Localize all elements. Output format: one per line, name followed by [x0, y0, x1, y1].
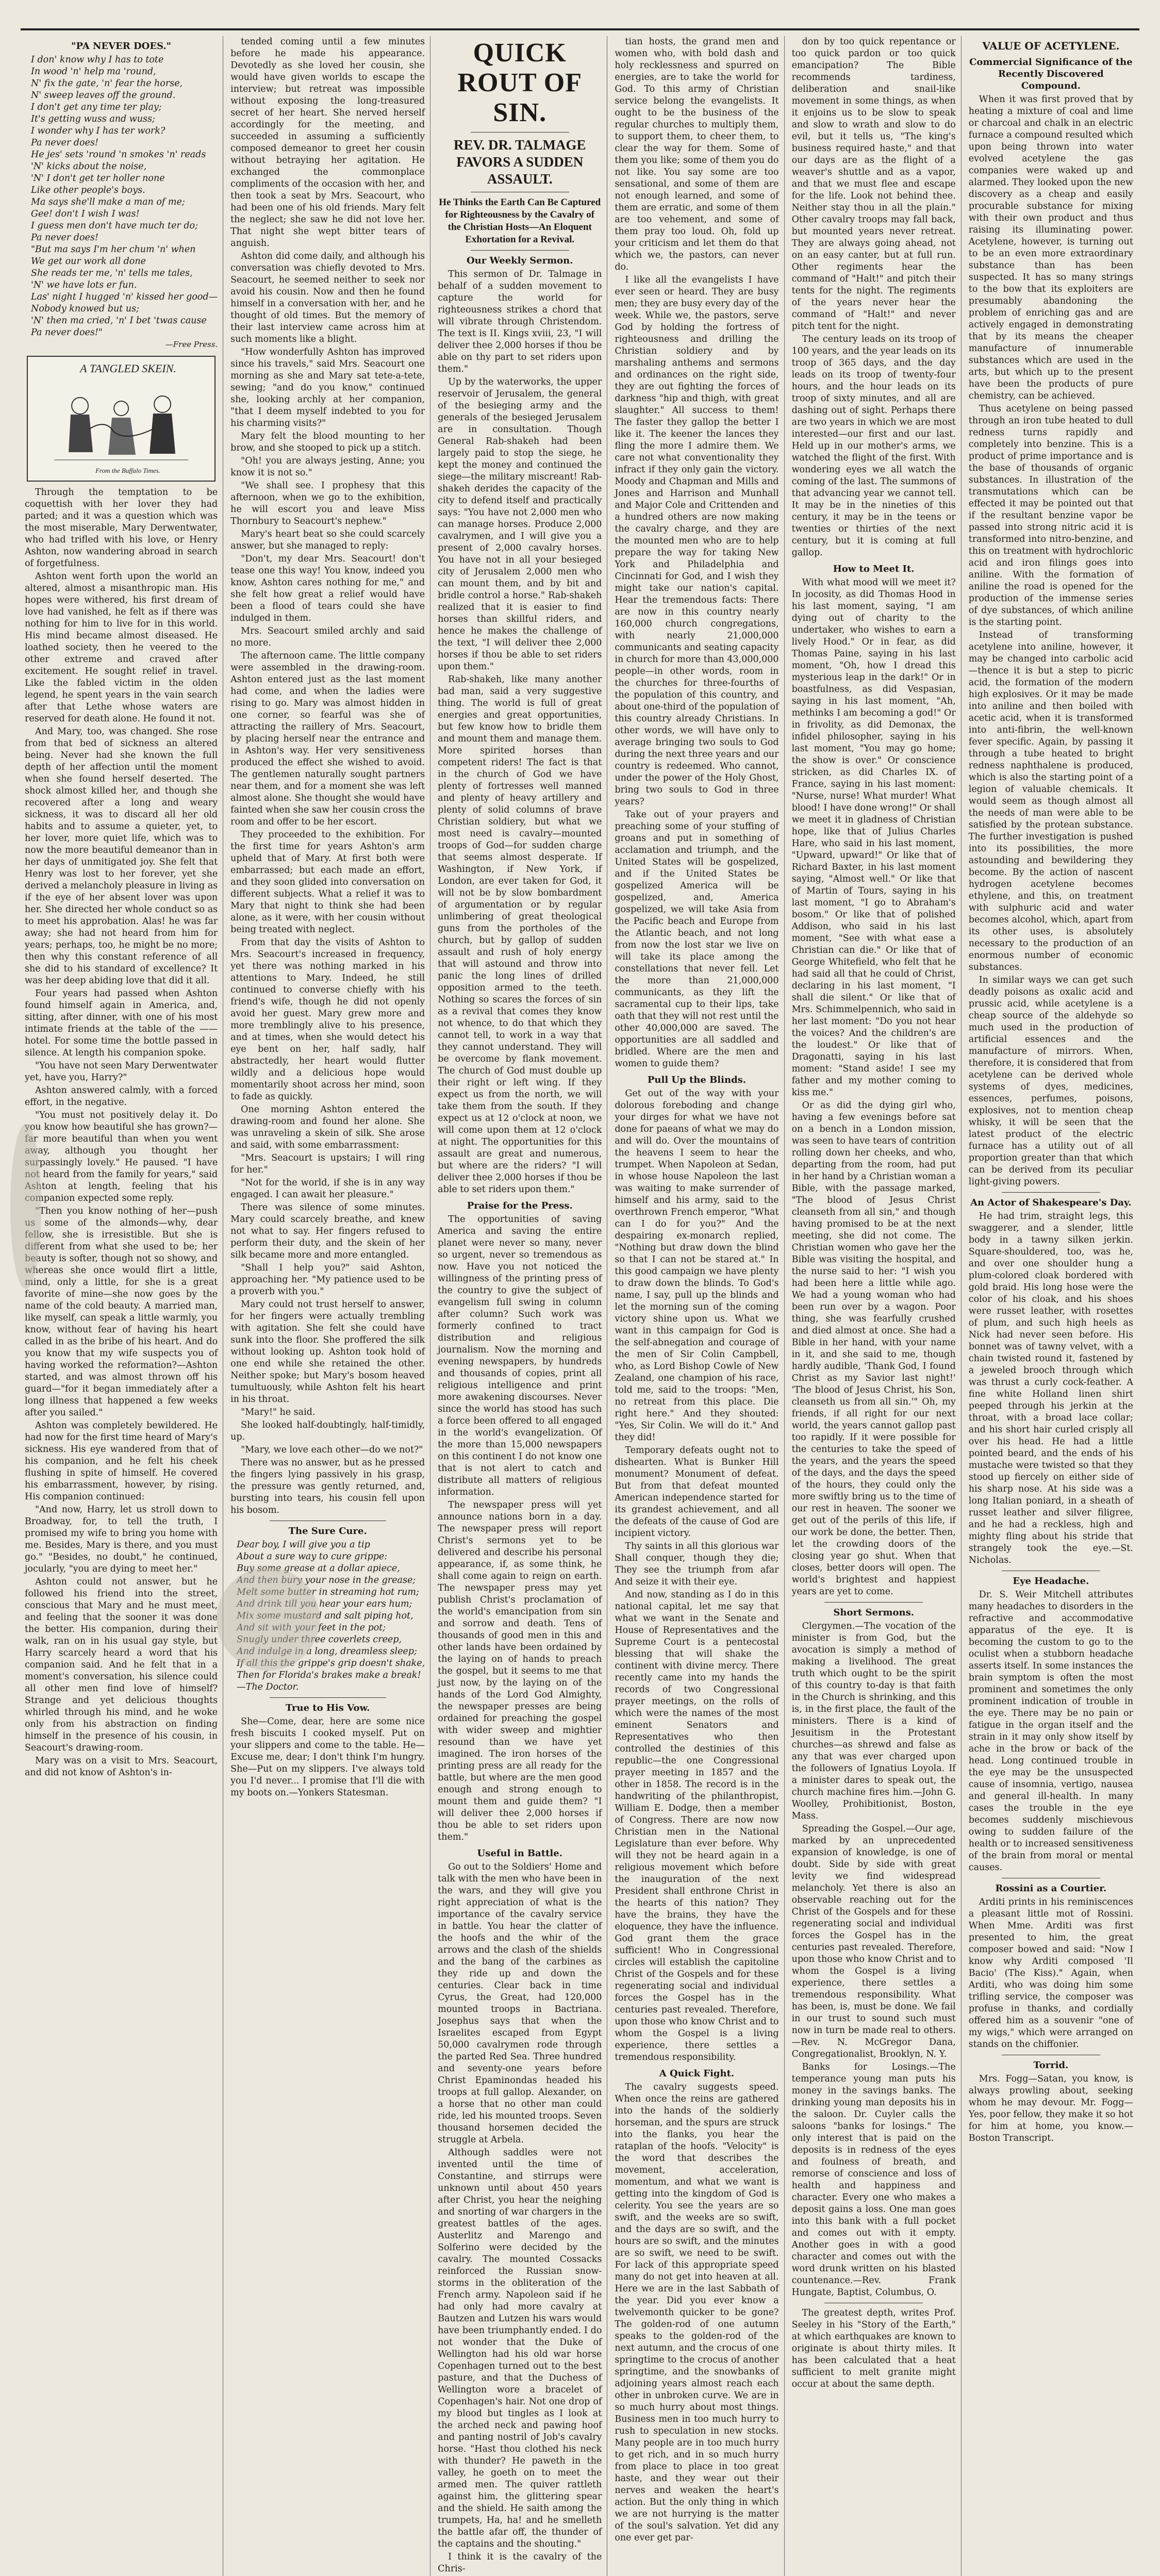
headline-deck: He Thinks the Earth Can Be Captured for Righteousness by the Cavalry of the Christian Hosts—An Eloquent Exhortation for a Revival. [439, 197, 601, 245]
rossini-title: Rossini as a Courtier. [995, 1883, 1107, 1894]
verse-line: N' fix the gate, 'n' fear the horse, [31, 78, 183, 89]
paragraph: "How wonderfully Ashton has improved since his travels," said Mrs. Seacourt one morning as she and Mary sat tete-a-tete, sewing; "and do you know," continued she, looking archly at her companion, "that I deem myself indebted to you for his charming visits?" [230, 347, 425, 428]
paragraph: The century leads on its troop of 100 years, and the year leads on its troop of 365 days, and the day leads on its troop of twenty-four hours, and the hour leads on its troop of sixty minutes, and all are dashing out of sight. Perhaps there are two years in which we are most interested—our first and our last. Held up in our mother's arms, we watched the flight of the first. With wondering eyes we all watch the coming of the last. The summons of that advancing year we cannot tell. It may be in the nineties of this century, it may be in the teens or twenties or thirties of the next century, but it is coming at full gallop. [791, 334, 956, 558]
paragraph: The opportunities of saving America and saving the entire planet were never so many, never so urgent, never so tremendous as now. Have you not noticed the willingness of the printing press of the country to give the subject of evangelism full swing in column after column? Such work was formerly confined to tract distribution and religious journalism. Now the morning and evening newspapers, by hundreds and thousands of copies, print all religious intelligence and print more awakening discourses. Never since the world has stood has such a force been offered to all engaged in the world's evangelization. Of the more than 15,000 newspapers on this continent I do not know one that is not alert to catch and distribute all matters of religious information. [438, 1214, 602, 1497]
main-headline: QUICK ROUT OF SIN. [457, 38, 583, 127]
verse-line: And indulge in a long, dreamless sleep; [237, 1646, 417, 1657]
paragraph: In similar ways we can get such deadly poisons as oxalic acid and prussic acid, while acetylene is a cheap source of the aldehyde so much used in the production of artificial essences and the manufacture of mirrors. When, therefore, it is considered that from acetylene can be derived whole systems of dyes, medicines, essences, perfumes, poisons, explosives, not to mention cheap whisky, it will be seen that the latest product of the electric furnace has a utility out of all proportion greater than that which can be derived from its peculiar light-giving powers. [968, 975, 1133, 1187]
battle-body [438, 1861, 602, 2575]
verse-line: Nobody knowed but us; [31, 304, 139, 314]
paragraph: Clergymen.—The vocation of the minister is from God, but the avocation is simply a method of making a livelihood. The great truth which ought to be the spirit of this country to-day is that faith in the Church is shrinking, and this is, in the first place, the fault of the ministers. There is a kind of Jesuitism in the Protestant churches—as shrewd and false as any that was ever charged upon the followers of Ignatius Loyola. If a minister dares to speak out, the church machine fires him.—John G. Woolley, Prohibitionist, Boston, Mass. [791, 1621, 956, 1821]
paragraph: When it was first proved that by heating a mixture of coal and lime or charcoal and chalk in an electric furnace a compound resulted which upon being thrown into water evolved acetylene the gas companies were waked up and alarmed. They looked upon the new discovery as a cheap and easily procurable substance for mixing with their own product and thus raising its illuminating power. Acetylene, however, is turning out to be an even more extraordinary substance than has been suspected. It has so many strings to the bow that its exploiters are presumably abandoning the problem of enriching gas and are actively engaged in demonstrating that by its means the cheaper manufacture of innumerable substances which are used in the arts, but which up to the present have been the products of pure chemistry, can be achieved. [968, 94, 1133, 401]
paragraph: Mary felt the blood mounting to her brow, and she stooped to pick up a stitch. [230, 431, 425, 453]
paragraph: Get out of the way with your dolorous foreboding and change your dirges for what we have not done for paeans of what we may do and will do. Over the mountains of the heavens I seem to hear the trumpet. When Napoleon at Sedan, in whose house Napoleon the last was waiting to make surrender of himself and his army, said to the overthrown French emperor, "What can I do for you?" And the despairing ex-monarch replied, "Nothing but draw down the blind so that I can not be stared at." In this good campaign we have plenty to draw down the blinds. To God's name, I say, pull up the blinds and let the morning sun of the coming victory shine upon us. What we want in this campaign for God is the self-abnegation and courage of the men of Sir Colin Campbell, who, as Lord Bishop Cowle of New Zealand, one champion of his race, told me, said to the troops: "Men, no retreat from this place. Die right here." And they shouted: "Yes, Sir Colin. We will do it." And they did! [615, 1088, 779, 1443]
paragraph: Ashton answered calmly, with a forced effort, in the negative. [25, 1085, 218, 1108]
sermon-body [438, 269, 602, 1196]
paragraph: This sermon of Dr. Talmage in behalf of a sudden movement to capture the world for righteousness strikes a chord that will vibrate through Christendom. The text is II. Kings xviii, 23, "I will deliver thee 2,000 horses if thou be able on thy part to set riders upon them." [438, 269, 602, 374]
verse-line: Melt some butter in streaming hot rum; [237, 1587, 419, 1597]
paragraph: And Mary, too, was changed. She rose from that bed of sickness an altered being. Never had she known the full depth of her affection until the moment when she found herself deserted. The shock almost killed her, and though she recovered after a long and weary sickness, it was to discard all her old habits and to assume a quieter, yet, to her lover, more quiet life, which was to now the more beautiful demeanor than in her days of unmitigated joy. She felt that Henry was lost to her forever, yet she derived a melancholy pleasure in living as if the eye of her absent lover was upon her. She directed her whole conduct so as to meet his approbation. Alas! he was far away; she had not heard from him for years; perhaps, too, he might be no more; then why this constant reference of all she did to his standard of excellence? It was her deep abiding love that did it all. [25, 726, 218, 986]
divider [824, 1602, 923, 1603]
verse-line: Ma says she'll make a man of me; [31, 197, 185, 207]
sermon-title: Our Weekly Sermon. [466, 255, 573, 266]
paragraph: The newspaper press will yet announce nations born in a day. The newspaper press will report Christ's sermons yet to be delivered and describe his personal appearance, if, as some think, he shall come again to reign on earth. The newspaper press may yet publish Christ's proclamation of the world's emancipation from sin and sorrow and death. Tens of thousands of good men in this and other lands have been ordained by the laying on of hands to preach the gospel, but it seems to me that just now, by the laying on of the hands of the Lord God Almighty, the newspaper presses are being ordained for preaching the gospel with wider sweep and mightier resound than we have yet imagined. The iron horses of the printing press are all ready for the battle, but where are the men good enough and strong enough to mount them and guide them? "I will deliver thee 2,000 horses if thou be able to set riders upon them." [438, 1500, 602, 1842]
paragraph: There was silence of some minutes. Mary could scarcely breathe, and knew not what to say. Her fingers refused to perform their duty, and the skein of her silk became more and more entangled. [230, 1202, 425, 1260]
actor-title: An Actor of Shakespeare's Day. [970, 1197, 1132, 1208]
column-1 [25, 36, 223, 2576]
verse-line: Pa never does! [31, 138, 98, 148]
verse-line: And drink till you hear your ears hum; [237, 1599, 412, 1609]
quick-fight-title: A Quick Fight. [659, 2068, 735, 2079]
column-4 [615, 36, 784, 2576]
verse-line: And then bury your nose in the grease; [237, 1575, 416, 1586]
paragraph: Rab-shakeh, like many another bad man, said a very suggestive thing. The world is full of great energies and great opportunities, but few know how to bridle them and mount them and manage them. More spirited horses than competent riders! The fact is that in the church of God we have plenty of fortresses well manned and plenty of heavy artillery and plenty of solid columns of brave Christian soldiery, but what we most need is cavalry—mounted troops of God—for sudden charge that seems almost desperate. If Washington, if New York, if London, are ever taken for God, it will not be by slow bombardment of argumentation or by regular unlimbering of great theological guns from the portholes of the church, but by gallop of sudden assault and rush of holy energy that will astound and throw into panic the long lines of drilled opposition armed to the teeth. Nothing so scares the forces of sin as a revival that comes they know not whence, to do that which they cannot tell, to work in a way that they cannot understand. They will be overcome by flank movement. The church of God must double up their right or left wing. If they expect us from the north, we will take them from the south. If they expect us at 12 o'clock at noon, we will come upon them at 12 o'clock at night. The opportunities for this assault are great and numerous, but where are the riders? "I will deliver thee 2,000 horses if thou be able to set riders upon them." [438, 674, 602, 1195]
paragraph: Or as did the dying girl who, having a few evenings before sat on a bench in a London mission, was seen to have tears of contrition rolling down her cheeks, and who, departing from the room, had put in her hand by a Christian woman a Bible, with the passage marked, "The blood of Jesus Christ cleanseth from all sin," and though having promised to be at the next meeting, she did not come. The Christian women who gave her the Bible was visiting the hospital, and the nurse said to her: "I wish you had been here a little while ago. We had a young woman who had been run over by a wagon. Poor thing, she was fearfully crushed and died almost at once. She had a Bible in her hand, with your name in it, and she said to me, though hardly audible, 'Thank God, I found Christ as my Savior last night!' 'The blood of Jesus Christ, his Son, cleanseth us from all sin.'" Oh, my friends, if all right for our next world, the years cannot gallop past too rapidly. If it were possible for the centuries to take the speed of the years, and the years the speed of the days, and the days the speed of the hours, they could only the more swiftly bring us to the time of our rest in heaven. The sooner we get out of the perils of this life, if our work be done, the better. Then, let the crowding doors of the closing year go shut. When that closes, better doors will open. The world's brightest and happiest years are yet to come. [791, 1100, 956, 1597]
torrid-title: Torrid. [1033, 2060, 1069, 2071]
acetylene-deck: Commercial Significance of the Recently Discovered Compound. [969, 57, 1133, 91]
verse-line: Like other people's boys. [31, 185, 145, 195]
verse-line: About a sure way to cure grippe: [237, 1551, 388, 1562]
poem-body [25, 54, 218, 339]
verse-line: He jes' sets 'round 'n smokes 'n' reads [31, 150, 206, 160]
blinds-body [615, 1088, 778, 2063]
verse-line: Buy some grease at a dollar apiece, [237, 1563, 400, 1574]
paragraph: Ashton did come daily, and although his conversation was chiefly devoted to Mrs. Seacourt, he seemed neither to seek nor avoid his cousin. Now and then he found himself in a conversation with her, and he thought of old times. But the memory of their last interview came across him at such moments like a blight. [230, 251, 425, 344]
paragraph: Mrs. Seacourt smiled archly and said no more. [230, 626, 425, 648]
cartoon-title: A TANGLED SKEIN. [80, 362, 176, 375]
paragraph: don by too quick repentance or too quick pardon or too quick emancipation? The Bible recommends tardiness, deliberation and snail-like movement in some things, as when it enjoins us to be slow to speak and slow to wrath and slow to do evil, but it tells us, "The king's business required haste," and that our days are as the flight of a weaver's shuttle and as a vapor, and that we must flee and escape for the life. Look not behind thee. Neither stay thou in all the plain." Other cavalry troops may fall back, but mounted years never retreat. They are always going ahead, not on an easy canter, but at full run. Other regiments hear the command of "Halt!" and pitch their tents for the night. The regiments of the years never hear the command of "Halt!" and never pitch tent for the night. [791, 37, 956, 332]
paragraph: I think it is the cavalry of the Chris- [438, 2552, 602, 2574]
verse-line: Dear boy, I will give you a tip [237, 1540, 370, 1550]
paragraph: tended coming until a few minutes before he made his appearance. Devotedly as she loved her cousin, she would have given worlds to escape the interview; but retreat was impossible without exposing the long-treasured secret of her heart. She nerved herself accordingly for the meeting, and succeeded in assuming a sufficiently composed demeanor to greet her cousin without betraying her agitation. He exchanged the commonplace compliments of the occasion with her, and then took a seat by Mrs. Seacourt, who had been one of his old friends. Mary felt the neglect; she saw he did not love her. That night she wept bitter tears of anguish. [230, 37, 425, 249]
paragraph: "Then you know nothing of her—push us some of the almonds—why, dear fellow, she is irresistible. But she is different from what she used to be; her beauty is softer, though not so showy, and whereas she once would flirt a little, mind, only a little, for she is a great favorite of mine—she now goes by the name of the cold beauty. A married man, like myself, can speak a little warmly, you know, without fear of having his heart called in as the bribe of his heart. And do you know that my wife suspects you of having worked the reformation?—Ashton started, and was almost thrown off his guard—"for it began immediately after a long illness that happened a few weeks after you sailed." [25, 1206, 218, 1418]
battle-title: Useful in Battle. [477, 1848, 562, 1859]
verse-line: I don't get any time ter play; [31, 102, 162, 112]
rossini-text: Arditi prints in his reminiscences a pleasant little mot of Rossini. When Mme. Arditi was first presented to him, the great composer bowed and said: "Now I know why Arditi composed 'Il Bacio' (The Kiss)." Again, when Arditi, who was doing him some trifling service, the composer was profuse in thanks, and cordially offered him as a souvenir "one of my wigs," which were arranged on stands on the chiffonier. [968, 1897, 1133, 2050]
paragraph: The afternoon came. The little company were assembled in the drawing-room. Ashton entered just as the last moment had come, and when the ladies were rising to go. Mary was almost hidden in one corner, so fearful was she of attracting the raillery of Mrs. Seacourt, by placing herself near the entrance and in Ashton's way. Her very sensitiveness produced the effect she wished to avoid. The gentlemen naturally sought partners near them, and for a moment she was left almost alone. She thought she would have fainted when she saw her cousin cross the room and offer to be her escort. [230, 651, 425, 827]
depth-note: The greatest depth, writes Prof. Seeley in his "Story of the Earth," at which earthquakes are known to originate is about thirty miles. It has been calculated that a heat sufficient to melt granite might occur at about the same depth. [791, 2308, 956, 2389]
poem-credit: —Free Press. [165, 340, 218, 349]
cartoon-drawing [28, 357, 214, 481]
verse-line: Pa never does!" [31, 327, 103, 338]
paragraph: "Oh! you are always jesting, Anne; you know it is not so." [230, 456, 425, 478]
vow-text: She—Come, dear, here are some nice fresh biscuits I cooked myself. Put on your slippers and come to the table. He—Excuse me, dear; I don't think I'm hungry. She—Put on my slippers. I've always told you I'd never... I promise that I'll die with my boots on.—Yonkers Statesman. [230, 1716, 425, 1798]
verse-line: 'N' we have lots er fun. [31, 280, 137, 290]
actor-text: He had trim, straight legs, this swaggerer, and a slender, little body in a tawny silken jerkin. Square-shouldered, too, was he, and over one shoulder hung a plum-colored cloak bordered with gold braid. His long hose were the color of his cloak, and his shoes were russet leather, with rosettes of plum, and such high heels as Nick had never seen before. His bonnet was of tawny velvet, with a chain twisted round it, fastened by a jeweled brooch through which was thrust a curly cock-feather. A fine white Holland linen shirt peeped through his jerkin at the throat, with a broad lace collar; and his short hair curled crisply all over his head. He had a little pointed beard, and the ends of his mustache were twisted so that they stood up fiercely on either side of his sharp nose. At his side was a long Italian poniard, in a sheath of russet leather and silver filigree, and he had a reckless, high and mighty fling about his stride that strangely took the eye.—St. Nicholas. [968, 1211, 1133, 1565]
column-2 [230, 36, 430, 2576]
cartoon-illustration [27, 356, 216, 482]
paper-damage [10, 1124, 41, 1289]
verse-line: It's getting wuss and wuss; [31, 114, 155, 124]
quick-fight-body [615, 2082, 778, 2544]
verse-line: If all this the grippe's grip doesn't shake, [237, 1658, 425, 1669]
paragraph: "You must not positively delay it. Do you know how beautiful she has grown?—far more beautiful than when you went away, although you thought her surpassingly lovely." He paused. "I have not heard from the family for years," said Ashton at length, feeling that his companion expected some reply. [25, 1110, 218, 1203]
paragraph: One morning Ashton entered the drawing-room and found her alone. She was unraveling a skein of silk. She arose and said, with some embarrassment: [230, 1104, 425, 1150]
paragraph: Mary was on a visit to Mrs. Seacourt, and did not know of Ashton's in- [25, 1756, 218, 1778]
sermon-continued-2 [792, 36, 956, 559]
paragraph: Up by the waterworks, the upper reservoir of Jerusalem, the general of the besieging army and the generals of the besieged Jerusalem are in consultation. Though General Rab-shakeh had been largely paid to stop the siege, he kept the money and continued the siege—the military miscreant! Rab-shakeh derides the capacity of the city to defend itself and practically says: "You have not 2,000 men who can manage horses. Produce 2,000 cavalrymen, and I will give you a present of 2,000 cavalry horses. You have not in all your besieged city of Jerusalem 2,000 men who can mount them, and by bit and bridle control a horse." Rab-shakeh realized that it is easier to find horses than skillful riders, and hence he makes the challenge of the text, "I will deliver thee 2,000 horses if thou be able to set riders upon them." [438, 377, 602, 672]
verse-line: She reads ter me, 'n' tells me tales, [31, 268, 193, 278]
verse-line: 'N' then ma cried, 'n' I bet 'twas cause [31, 316, 207, 326]
short-sermons-body [792, 1621, 956, 2299]
blinds-title: Pull Up the Blinds. [647, 1075, 747, 1085]
divider [471, 132, 569, 133]
paragraph: "And now, Harry, let us stroll down to Broadway, for, to tell the truth, I promised my wife to bring you home with me. Besides, Mary is there, and you must go." "Besides, no doubt," he continued, jocularly, "you are dying to meet her." [25, 1505, 218, 1574]
column-5 [792, 36, 962, 2576]
paragraph: There was no answer, but as he pressed the fingers lying passively in his grasp, the pressure was gently returned, and, bursting into tears, his cousin fell upon his bosom. [230, 1458, 425, 1515]
paragraph: With what mood will we meet it? In jocosity, as did Thomas Hood in his last moment, saying, "I am dying out of charity to the undertaker, who wishes to earn a lively Hood." Or in fear, as did Thomas Paine, saying in his last moment, "Oh, how I dread this mysterious leap in the dark!" Or in boastfulness, as did Vespasian, saying in his last moment, "Ah, methinks I am becoming a god!" Or in frivolity, as did Demonax, the infidel philosopher, saying in his last moment, "You may go home; the show is over." Or conscience stricken, as did Charles IX. of France, saying in his last moment: "Nurse, nurse! What murder! What blood! I have done wrong!" Or shall we meet it in gladness of Christian hope, like that of Julius Charles Hare, who said in his last moment, "Upward, upward!" Or like that of Richard Baxter, in his last moment saying, "Almost well." Or like that of Martin of Tours, saying in his last moment, "I go to Abraham's bosom." Or like that of polished Addison, who said in his last moment, "See with what ease a Christian can die." Or like that of George Whitefield, who felt that he had said all that he could of Christ, declaring in his last moment, "I shall die silent." Or like that of Mrs. Schimmelpennich, who said in her last moment: "Do you not hear the voices? And the children's are the loudest." Or like that of Dragonatti, saying in his last moment: "Stand aside! I see my father and my mother coming to kiss me." [791, 577, 956, 1098]
column-6 [969, 36, 1138, 2576]
paragraph: Instead of transforming acetylene into aniline, however, it may be changed into carbolic acid—thence it is but a step to picric acid, the formation of the modern high explosives. Or it may be made into aniline and then boiled with acetic acid, when it is transformed into anti-fibrin, the well-known fever specific. Again, by passing it through a tube heated to bright redness naphthalene is produced, which is also the starting point of a legion of valuable chemicals. It would seem as though almost all the needs of man were able to be satisfied by the protean substance. The further investigation is pushed into its possibilities, the more astounding and bewildering they become. By the action of nascent hydrogen acetylene becomes ethylene, and this, on treatment with sulphuric acid and water becomes alcohol, which, apart from its other uses, is absolutely necessary to the production of an enormous number of economic substances. [968, 630, 1133, 972]
verse-line: And sit with your feet in the pot; [237, 1623, 386, 1633]
poem-title: "PA NEVER DOES." [71, 41, 172, 52]
sure-cure-title: The Sure Cure. [288, 1526, 367, 1537]
verse-line: Las' night I hugged 'n' kissed her good— [31, 292, 218, 302]
torrid-text: Mrs. Fogg—Satan, you know, is always prowling about, seeking whom he may devour. Mr. Fogg—Yes, poor fellow, they make it so hot for him at home, you know.—Boston Transcript. [968, 2074, 1133, 2143]
meet-title: How to Meet It. [833, 564, 915, 574]
paragraph: "Mrs. Seacourt is upstairs; I will ring for her." [230, 1153, 425, 1175]
paragraph: Take out of your prayers and preaching some of your stuffing of groans and put in something of acclamation and triumph, and the United States will be gospelized, and if the United States be gospelized America will be gospelized, and, America gospelized, we will take Asia from the Pacific beach and Europe from the Atlantic beach, and not long from now the lost star we live on will take its place among the constellations that never fell. Let the more than 21,000,000 communicants, as they lift the sacramental cup to their lips, take oath that they will not rest until the other 40,000,000 are saved. The opportunities are all saddled and bridled. Where are the men and women to guide them? [615, 810, 779, 1069]
paragraph: "Mary, we love each other—do we not?" [241, 1445, 423, 1455]
paragraph: Although saddles were not invented until the time of Constantine, and stirrups were unknown until about 450 years after Christ, you hear the neighing and snorting of war chargers in the greatest battles of the ages. Austerlitz and Marengo and Solferino were decided by the cavalry. The mounted Cossacks reinforced the Russian snow-storms in the obliteration of the French army. Napoleon said if he had only had more cavalry at Bautzen and Lutzen his wars would have been triumphantly ended. I do not wonder that the Duke of Wellington had his old war horse Copenhagen turned out to the best pasture, and that the Duchess of Wellington wore a bracelet of Copenhagen's hair. Not one drop of my blood but tingles as I look at the arched neck and pawing hoof and panting nostril of Job's cavalry horse. "Hast thou clothed his neck with thunder? He paweth in the valley, he goeth on to meet the armed men. The quiver rattleth against him, the glittering spear and the shield. He saith among the trumpets, Ha, ha! and he smelleth the battle afar off, the thunder of the captains and the shouting." [438, 2148, 602, 2549]
paragraph: Spreading the Gospel.—Our age, marked by an unprecedented expansion of knowledge, is one of doubt. Side by side with great levity we find widespread melancholy. Yet there is also an observable reaching out for the Christ of the Gospels and for these regenerating social and individual forces the Gospel has in the centuries past revealed. Therefore, upon those who know Christ and to whom the Gospel is a living experience, there settles a tremendous responsibility. What has been, is, must be done. We fail in our trust to sound such must now in turn be made real to others.—Rev. N. McGregor Dana, Congregationalist, Brooklyn, N. Y. [791, 1824, 956, 2059]
divider [1002, 1192, 1101, 1193]
verse-line: I don' know why I has to tote [31, 55, 164, 65]
paragraph: Banks for Losings.—The temperance young man puts his money in the savings banks. The drinking young man deposits his in the saloon. Dr. Cuyler calls the saloons "banks for losings." The only interest that is paid on the deposits is in redness of the eyes and foulness of breath, and remorse of conscience and loss of health and happiness and character. Every one who makes a deposit gains a loss. One man goes into this bank with a full pocket and comes out with it empty. Another goes in with a good character and comes out with the word drunk written on his blasted countenance.—Rev. Frank Hungate, Baptist, Columbus, O. [791, 2062, 956, 2298]
paragraph: Go out to the Soldiers' Home and talk with the men who have been in the wars, and they will give you right appreciation of what is the importance of the cavalry service in battle. You hear the clatter of the hoofs and the whir of the arrows and the clash of the shields and the bang of the carbines as they ride up and down the centuries. Clear back in time Cyrus, the Great, had 120,000 mounted troops in Bactriana. Josephus says that when the Israelites escaped from Egypt 50,000 cavalrymen rode through the parted Red Sea. Three hundred and seventy-one years before Christ Epaminondas headed his troops at full gallop. Alexander, on a horse that no other man could ride, led his mounted troops. Seven thousand horsemen decided the struggle at Arbela. [438, 1862, 602, 2145]
paragraph: She looked half-doubtingly, half-timidly, up. [230, 1420, 425, 1442]
cartoon-caption: From the Buffalo Times. [95, 467, 160, 474]
acetylene-body [969, 94, 1133, 1188]
acetylene-title: VALUE OF ACETYLENE. [982, 40, 1120, 52]
paragraph: "We shall see. I prophesy that this afternoon, when we go to the exhibition, he will escort you and leave Miss Thornbury to Seacourt's nephew." [230, 481, 425, 526]
paragraph: And now, standing as I do in this national capital, let me say that what we want in the Senate and House of Representatives and the Supreme Court is a pentecostal blessing that will shake the continent with divine mercy. There recently came into my hands the records of two Congressional prayer meetings, on the rolls of which were the names of the most eminent Senators and Representatives who then controlled the destinies of this republic—the one Congressional prayer meeting in 1857 and the other in 1858. The record is in the handwriting of the philanthropist, William E. Dodge, then a member of Congress. There are now now Christian men in the National Legislature than ever before. Why will they not be heard again in a religious movement which before the inauguration of the next President shall enthrone Christ in the hearts of this nation? They have the brains, they have the eloquence, they have the influence. God grant them the grace sufficient! Who in Congressional circles will establish the capitoline Christ of the Gospels and for these regenerating social and individual forces the Gospel has in the centuries past revealed. Therefore, upon those who know Christ and to whom the Gospel is a living experience, there settles a tremendous responsibility. [615, 1590, 779, 2062]
meet-body [792, 577, 956, 1598]
verse-line: Then for Florida's brakes make a break! [237, 1670, 421, 1680]
press-body [438, 1214, 602, 1843]
paragraph: "Shall I help you?" said Ashton, approaching her. "My patience used to be a proverb with you." [230, 1263, 425, 1297]
verse-line: I guess men don't have much ter do; [31, 221, 198, 231]
verse-line: 'N' I don't get ter holler none [31, 173, 165, 184]
paragraph: Ashton went forth upon the world an altered, almost a misanthropic man. His hopes were withered, his first dream of love had vanished, he felt as if there was nothing for him to live for in this world. His mind became almost diseased. He loathed society, then he veered to the other extreme and craved after excitement. He sought relief in travel. Like the fabled victim in the olden legend, he spent years in the vain search after that Lethe whose waters are reserved for death alone. He found it not. [25, 571, 218, 724]
paper-damage [217, 1567, 320, 1671]
vow-title: True to His Vow. [285, 1703, 370, 1713]
verse-line: —The Doctor. [237, 1682, 299, 1692]
top-rule [21, 28, 1139, 30]
verse-line: Mix some mustard and salt piping hot, [237, 1611, 413, 1621]
paragraph: "Don't, my dear Mrs. Seacourt! don't tease one this way! You know, indeed you know, Ashton cares nothing for me," and she felt how great a relief would have been a flood of tears could she have indulged in them. [230, 554, 425, 623]
paragraph: Thy saints in all this glorious war Shall conquer, though they die; They see the triumph from afar And seize it with their eye. [615, 1541, 779, 1587]
verse-line: We get our work all done [31, 256, 146, 267]
paragraph: "You have not seen Mary Derwentwater yet, have you, Harry?" [25, 1061, 218, 1083]
verse-line: Gee! don't I wish I was! [31, 209, 140, 219]
sermon-continued [615, 36, 778, 1070]
paragraph: Ashton could not answer, but he followed his friend into the street, conscious that Mary and he must meet, and feeling that the sooner it was done the better. His companion, during their walk, ran on in his usual gay style, but Harry scarcely heard a word that his companion said. And he felt that in a moment's conversation, his silence could all other men find love of himself? Strange and yet delicious thoughts whirled through his mind, and he woke only from his abstraction on finding himself in the presence of his cousin, in Seacourt's drawing-room. [25, 1577, 218, 1753]
paragraph: tian hosts, the grand men and women who, with bold dash and holy recklessness and spurred on energies, are to take the world for God. To this army of Christian service belong the evangelists. It ought to be the business of the regular churches to multiply them, to support them, to cheer them, to clear the way for them. Some of them you like; some of them you do not like. You say some are too sensational, and some of them are not enough learned, and some of them are erratic, and some of them are too vehement, and some of them pray too loud. Oh, fold up your criticism and let them do that which we, the pastors, can never do. [615, 37, 779, 272]
paragraph: The cavalry suggests speed. When once the reins are gathered into the hands of the soldierly horseman, and the spurs are struck into the flanks, you hear the rataplan of the hoofs. "Velocity" is the word that describes the movement, acceleration, momentum, and what we want is getting into the kingdom of God is celerity. You see the years are so swift, and the weeks are so swift, and the days are so swift, and the hours are so swift, and the minutes are so swift, we need to be swift. For lack of this appropriate speed many do not get into heaven at all. Here we are in the last Sabbath of the year. Did you ever know a twelvemonth quicker to be gone? The golden-rod of one autumn speaks to the golden-rod of the next autumn, and the crocus of one springtime to the crocus of another springtime, and the snowbanks of adjoining years almost reach each other in unbroken curve. We are in so much hurry about most things. Business men in too much hurry to rush to speculation in new stocks. Many people are in too much hurry to get rich, and in so much hurry from place to place in too great haste, and they wear out their nerves and weaken the heart's action. But the only thing in which we are not hurrying is the matter of the soul's salvation. Yet did any one ever get par- [615, 2082, 779, 2543]
paragraph: Thus acetylene on being passed through an iron tube heated to dull redness turns rapidly and completely into benzine. This is a product of prime importance and is the base of thousands of organic substances. In illustration of the transmutations which can be effected it may be pointed out that if the resultant benzine vapor be passed into strong nitric acid it is transformed into nitro-benzine, and this on treatment with hydrochloric acid and iron filings goes into aniline. With the formation of aniline the road is opened for the production of the immense series of dye substances, of which aniline is the starting point. [968, 404, 1133, 628]
paragraph: "Not for the world, if she is in any way engaged. I can await her pleasure." [230, 1178, 425, 1200]
verse-line: N' sweep leaves off the ground. [31, 90, 176, 101]
sub-headline: REV. DR. TALMAGE FAVORS A SUDDEN ASSAULT. [453, 137, 586, 187]
paragraph: "Mary!" he said. [241, 1407, 316, 1417]
paragraph: Temporary defeats ought not to dishearten. What is Bunker Hill monument? Monument of defeat. But from that defeat mounted American independence started for its grandest achievement, and all the defeats of the cause of God are incipient victory. [615, 1445, 779, 1539]
paragraph: Mary could not trust herself to answer, for her fingers were actually trembling with agitation. She felt she could have sunk into the floor. She proffered the silk without looking up. Ashton took hold of one end while she retained the other. Neither spoke; but Mary's bosom heaved tumultuously, while Ashton felt his heart in his throat. [230, 1299, 425, 1405]
paragraph: From that day the visits of Ashton to Mrs. Seacourt's increased in frequency, yet there was nothing marked in his attentions to Mary. Indeed, he still continued to converse chiefly with his friend's wife, though he did not openly avoid her guest. Mary grew more and more tremblingly alive to his presence, and at times, when she would detect his eye bent on her, half sadly, half abstractedly, her heart would flutter wildly and a delicious hope would momentarily shoot across her mind, soon to fade as quickly. [230, 937, 425, 1102]
press-title: Praise for the Press. [467, 1200, 573, 1211]
story-part-1 [25, 487, 218, 1779]
verse-line: 'N' kicks about the noise, [31, 161, 147, 172]
verse-line: In wood 'n' help ma 'round, [31, 67, 156, 77]
newspaper-page [25, 36, 1138, 2574]
eye-headache-text: Dr. S. Weir Mitchell attributes many headaches to disorders in the refractive and accommodative apparatus of the eye. It is becoming the custom to go to the oculist when a stubborn headache asserts itself. In some instances the brain symptom is often the most prominent and sometimes the only prominent indication of trouble in the eye. There may be no pain or fatigue in the organ itself and the strain in it may only show itself by ache in the brow or back of the head. Long continued trouble in the eye may be the unsuspected cause of insomnia, vertigo, nausea and general ill-health. In many cases the trouble in the eye becomes suddenly mischievous owing to sudden failure of the health or to increased sensitiveness of the brain from moral or mental causes. [968, 1590, 1133, 1873]
paragraph: Mary's heart beat so she could scarcely answer, but she managed to reply: [230, 529, 425, 551]
paragraph: They proceeded to the exhibition. For the first time for years Ashton's arm upheld that of Mary. At first both were embarrassed; but each made an effort, and they soon glided into conversation on different subjects. What a relief it was to Mary that night to think she had been alone, as it were, with her cousin without being treated with neglect. [230, 830, 425, 935]
short-sermons-title: Short Sermons. [833, 1607, 914, 1618]
verse-line: "But ma says I'm her chum 'n' when [31, 244, 196, 255]
verse-line: Snugly under three coverlets creep, [237, 1634, 402, 1645]
verse-line: I wonder why I has ter work? [31, 126, 165, 136]
paragraph: Ashton was completely bewildered. He had now for the first time heard of Mary's sickness. His eye wandered from that of his companion, and he felt his cheek flushing in spite of himself. He covered his embarrassment, however, by rising. His companion continued: [25, 1421, 218, 1502]
paragraph: I like all the evangelists I have ever seen or heard. They are busy men; they are busy every day of the week. While we, the pastors, serve God by holding the fortress of righteousness and drilling the Christian soldiery and by marshaling anthems and sermons and ordinances on the right side, they are out fighting the forces of darkness "hip and thigh, with great slaughter." All success to them! The faster they gallop the better I like it. The keener the lances they fling the more I admire them. We care not what conventionality they infract if they only gain the victory. Moody and Chapman and Mills and Jones and Harrison and Munhall and Major Cole and Crittenden and a hundred others are now making the cavalry charge, and they are the mounted men who are to help prepare the way for taking New York and Philadelphia and Cincinnati for God, and I wish they might take our nation's capital. Hear the tremendous facts: There are now in this country nearly 160,000 church congregations, with nearly 21,000,000 communicants and seating capacity in church for more than 43,000,000 people—in other words, room in the churches for three-fourths of the population of this country, and about one-third of the population of this country already Christians. In other words, we will have only to average bringing two souls to God during the next three years and our country is redeemed. Who cannot, under the power of the Holy Ghost, bring two souls to God in three years? [615, 275, 779, 807]
divider [471, 250, 569, 251]
column-3 [438, 36, 607, 2576]
paragraph: Four years had passed when Ashton found himself again in America, and, sitting, after dinner, with one of his most intimate friends at the table of the —— hotel. For some time the bottle passed in silence. At length his companion spoke. [25, 988, 218, 1058]
verse-line: Pa never does! [31, 233, 98, 243]
divider [270, 1697, 386, 1698]
eye-headache-title: Eye Headache. [1013, 1576, 1089, 1587]
story-part-2 [230, 36, 425, 1516]
paragraph: Through the temptation to be coquettish with her lover they had parted; and it was a question which was the most miserable, Mary Derwentwater, who had trifled with his love, or Henry Ashton, now wandering abroad in search of forgetfulness. [25, 487, 218, 569]
